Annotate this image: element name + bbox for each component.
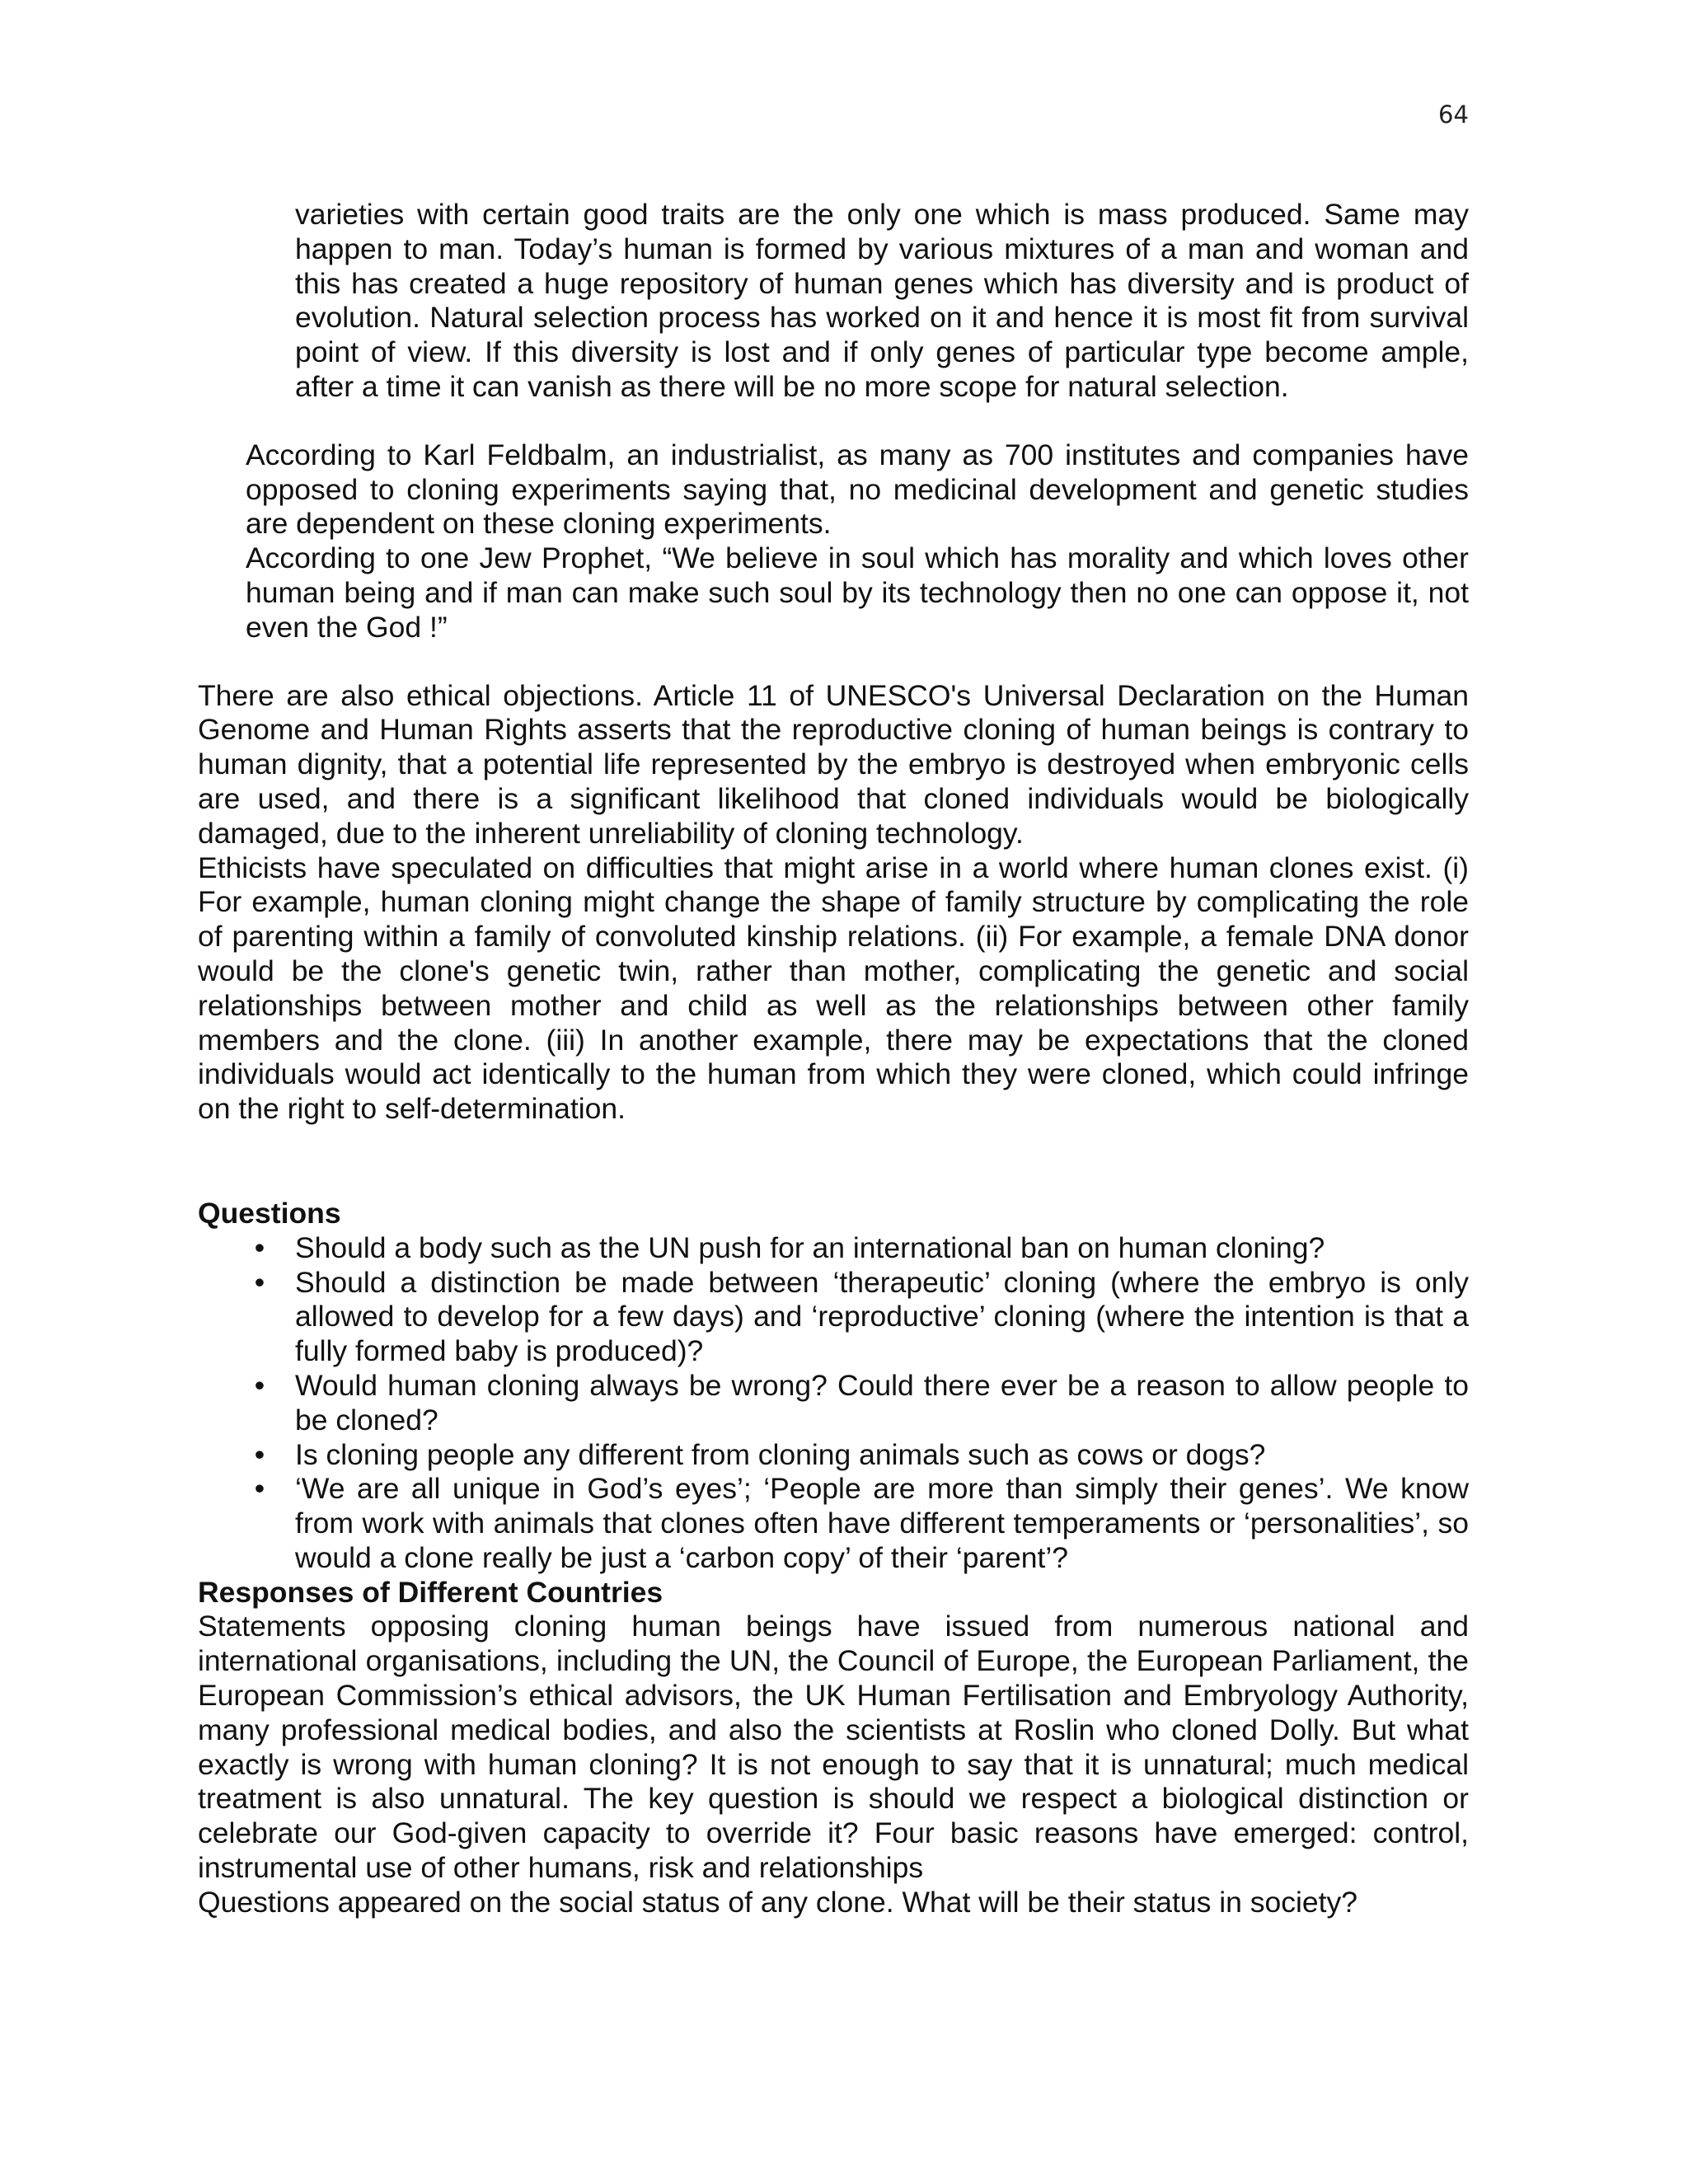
question-text: Is cloning people any different from cloning animals such as cows or dogs?	[295, 1437, 1266, 1471]
question-item	[198, 1438, 1469, 1473]
continued-paragraph: varieties with certain good traits are the only one which is mass produced. Same may happen to man. Today’s human is formed by various mixtures of a man and woman and this has created a huge repository of human genes which has diversity and is product of evolution. Natural selection process has worked on it and hence it is most fit from survival point of view. If this diversity is lost and if only genes of particular type become ample, after a time it can vanish as there will be no more scope for natural selection.	[295, 198, 1469, 403]
bullet-icon: •	[254, 1368, 265, 1402]
question-text: Should a distinction be made between ‘therapeutic’ cloning (where the embryo is only allowed to develop for a few days) and ‘reproductive’ cloning (where the intention is that a fully formed baby is produced)?	[295, 1265, 1469, 1368]
question-item	[198, 1472, 1469, 1575]
feldbalm-paragraph: According to Karl Feldbalm, an industrialist, as many as 700 institutes and companies have opposed to cloning experiments saying that, no medicinal development and genetic studies are dependent on these cloning experiments.	[246, 438, 1469, 541]
page-number: 64	[1438, 101, 1469, 129]
question-text: Should a body such as the UN push for an international ban on human cloning?	[295, 1230, 1325, 1264]
prophet-quote-paragraph: According to one Jew Prophet, “We believe in soul which has morality and which loves other human being and if man can make such soul by its technology then no one can oppose it, not even the God !”	[246, 541, 1469, 644]
question-text: ‘We are all unique in God’s eyes’; ‘People are more than simply their genes’. We know from work with animals that clones often have different temperaments or ‘personalities’, so would a clone really be just a ‘carbon copy’ of their ‘parent’?	[295, 1472, 1469, 1574]
social-status-paragraph: Questions appeared on the social status of any clone. What will be their status in society?	[198, 1885, 1357, 1919]
question-item	[198, 1369, 1469, 1438]
ethicists-paragraph: Ethicists have speculated on difficulties that might arise in a world where human clones exist. (i) For example, human cloning might change the shape of family structure by complicating the role of parenting within a family of convoluted kinship relations. (ii) For example, a female DNA donor would be the clone's genetic twin, rather than mother, complicating the genetic and social relationships between mother and child as well as the relationships between other family members and the clone. (iii) In another example, there may be expectations that the cloned individuals would act identically to the human from which they were cloned, which could infringe on the right to self-determination.	[198, 851, 1469, 1126]
questions-list	[198, 1231, 1469, 1576]
bullet-icon: •	[254, 1472, 265, 1506]
question-item	[198, 1266, 1469, 1369]
questions-heading: Questions	[198, 1196, 341, 1230]
responses-heading: Responses of Different Countries	[198, 1575, 663, 1609]
bullet-icon: •	[254, 1265, 265, 1299]
bullet-icon: •	[254, 1437, 265, 1471]
responses-paragraph: Statements opposing cloning human beings have issued from numerous national and international organisations, including the UN, the Council of Europe, the European Parliament, the European Commission’s ethical advisors, the UK Human Fertilisation and Embryology Authority, many professional medical bodies, and also the scientists at Roslin who cloned Dolly. But what exactly is wrong with human cloning? It is not enough to say that it is unnatural; much medical treatment is also unnatural. The key question is should we respect a biological distinction or celebrate our God-given capacity to override it? Four basic reasons have emerged: control, instrumental use of other humans, risk and relationships	[198, 1610, 1469, 1885]
question-text: Would human cloning always be wrong? Could there ever be a reason to allow people to be cloned?	[295, 1368, 1469, 1436]
bullet-icon: •	[254, 1230, 265, 1264]
question-item	[198, 1231, 1469, 1266]
ethics-paragraph: There are also ethical objections. Article 11 of UNESCO's Universal Declaration on the Human Genome and Human Rights asserts that the reproductive cloning of human beings is contrary to human dignity, that a potential life represented by the embryo is destroyed when embryonic cells are used, and there is a significant likelihood that cloned individuals would be biologically damaged, due to the inherent unreliability of cloning technology.	[198, 678, 1469, 850]
page-content	[198, 198, 1469, 1920]
